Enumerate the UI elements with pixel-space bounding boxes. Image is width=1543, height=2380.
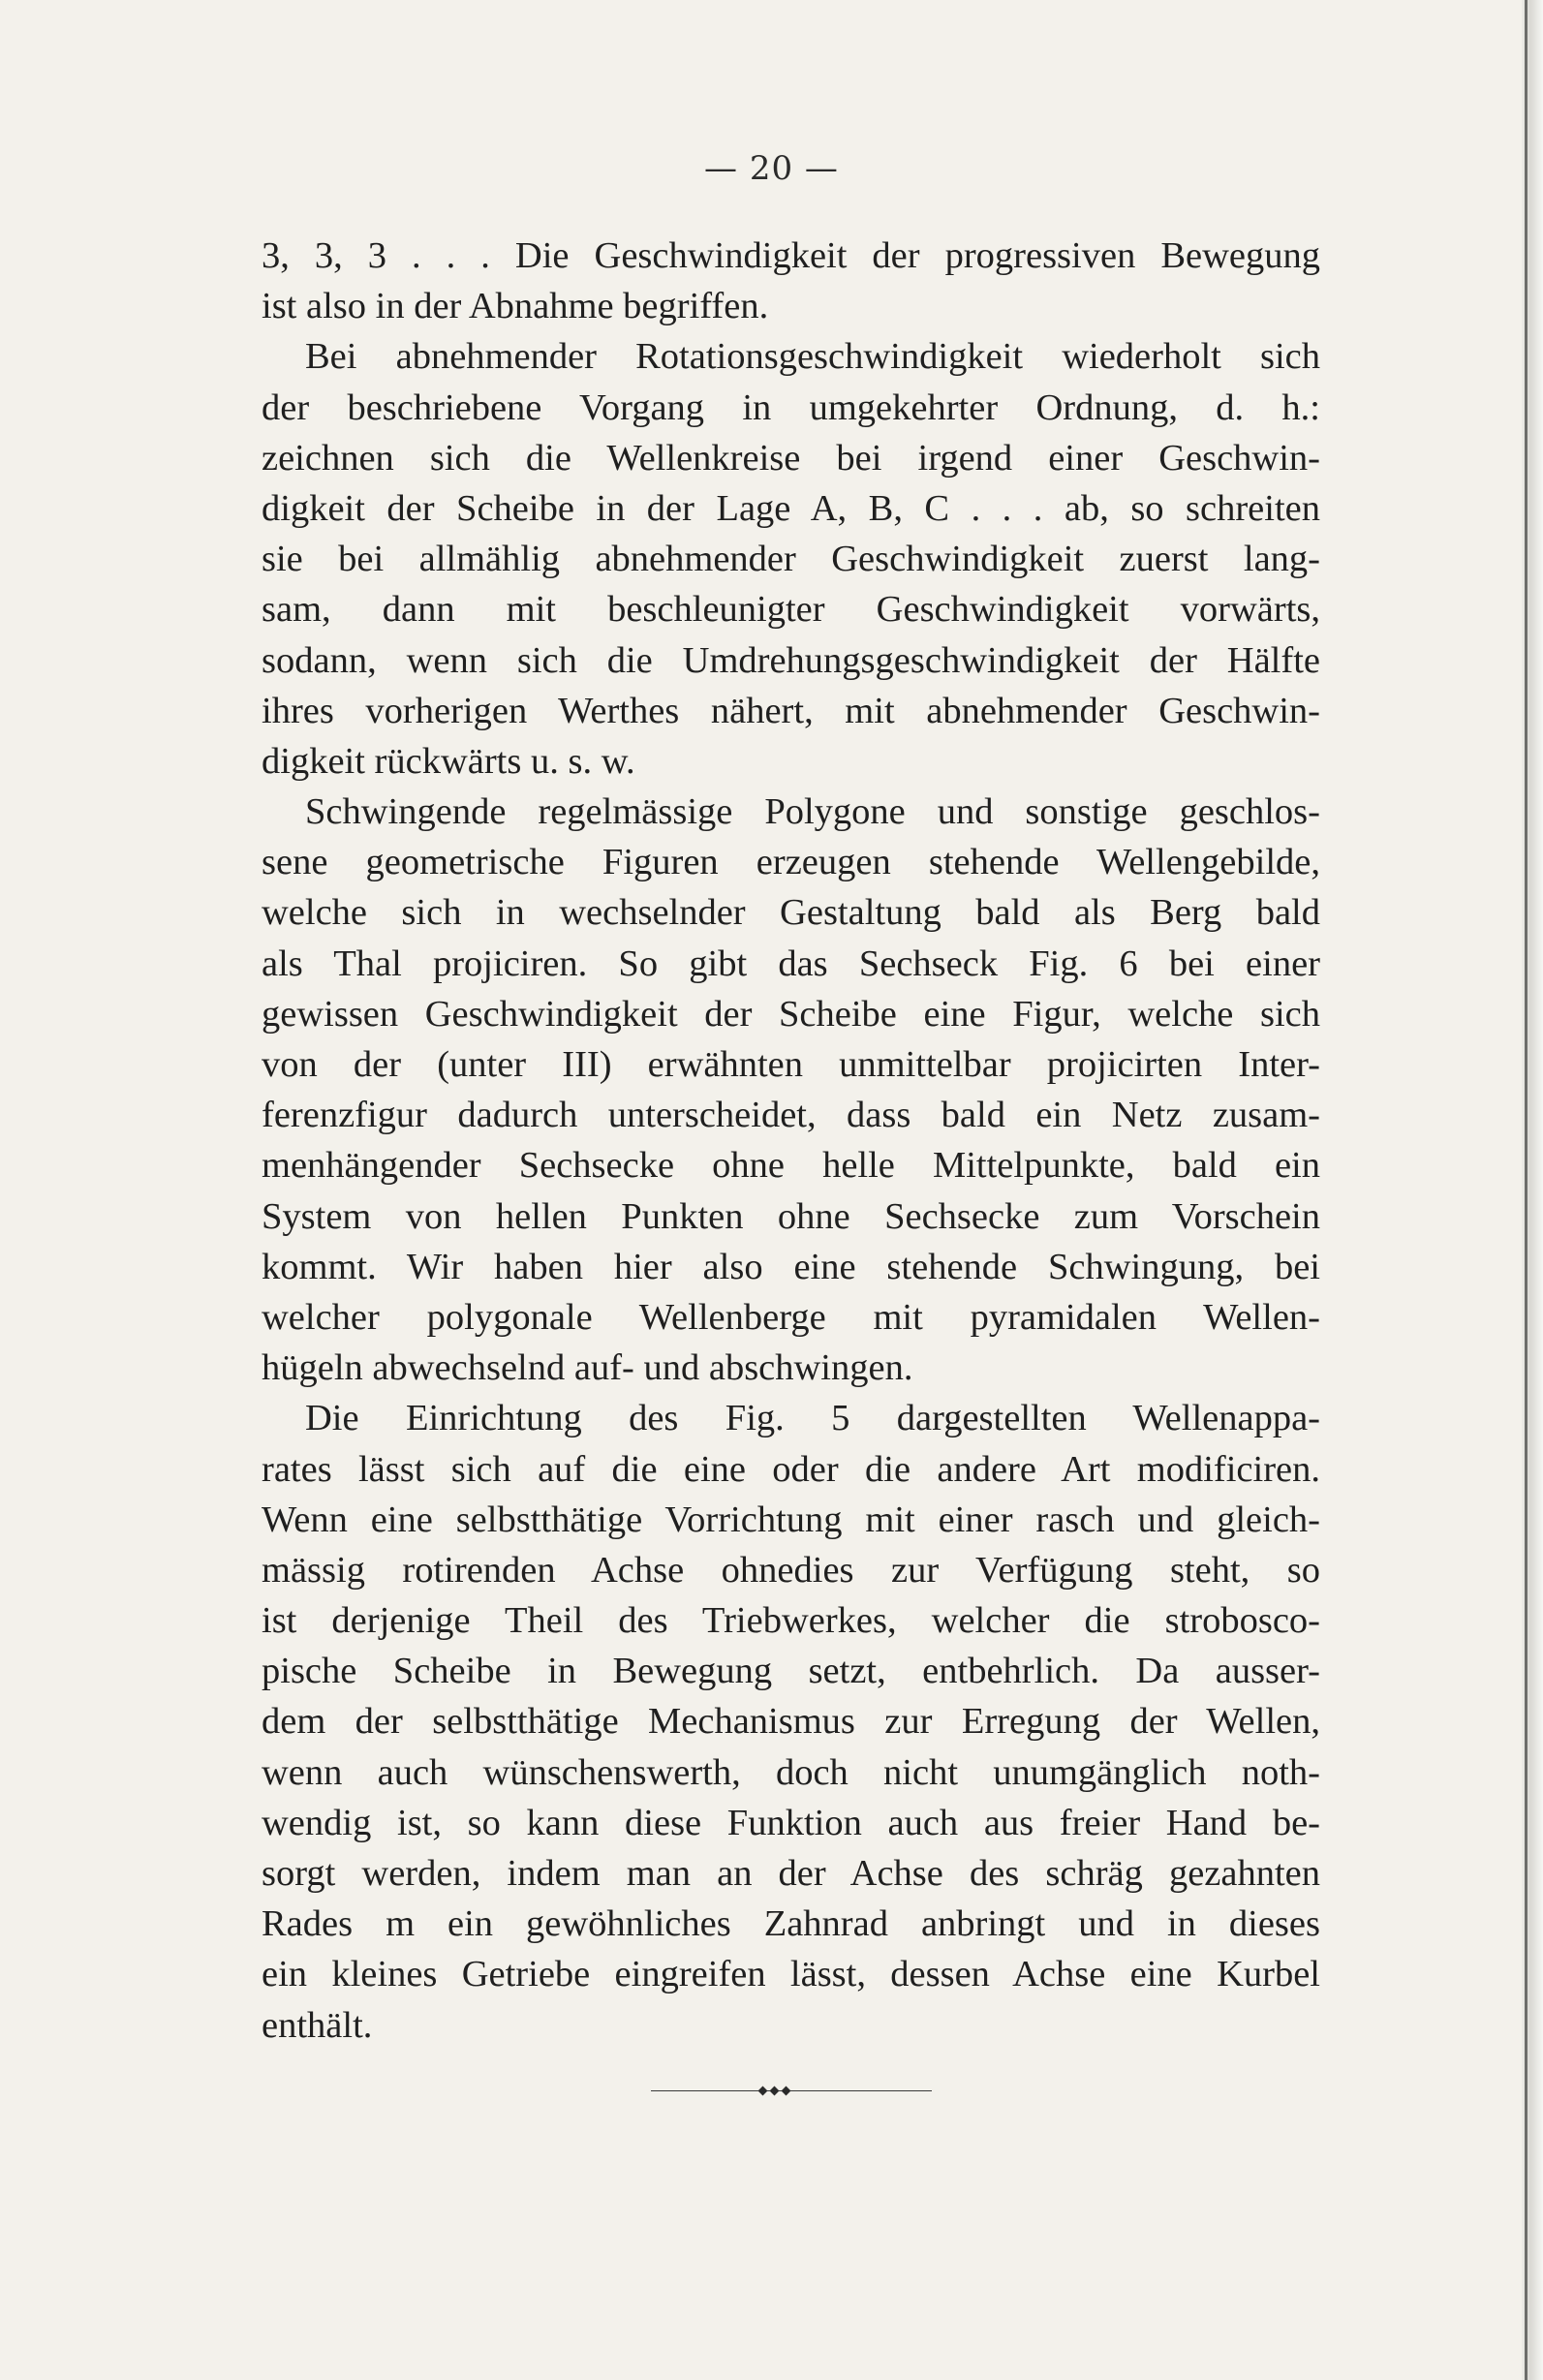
text-line: kommt. Wir haben hier also eine stehende Schwingung, bei — [262, 1246, 1320, 1287]
text-line: als Thal projiciren. So gibt das Sechseck Fig. 6 bei einer — [262, 943, 1320, 984]
text-line: von der (unter III) erwähnten unmittelbar projicirten Inter- — [262, 1044, 1320, 1085]
text-line: ferenzfigur dadurch unterscheidet, dass bald ein Netz zusam- — [262, 1095, 1320, 1136]
text-line: Schwingende regelmässige Polygone und sonstige geschlos- — [305, 791, 1320, 833]
text-line: sorgt werden, indem man an der Achse des schräg gezahnten — [262, 1853, 1320, 1894]
text-line: pische Scheibe in Bewegung setzt, entbehrlich. Da ausser- — [262, 1651, 1320, 1692]
text-line: Die Einrichtung des Fig. 5 dargestellten Wellenappa- — [305, 1398, 1320, 1439]
text-line: Rades m ein gewöhnliches Zahnrad anbringt und in dieses — [262, 1903, 1320, 1945]
ornament-dot — [770, 2086, 780, 2096]
ornament-dot — [758, 2086, 768, 2096]
text-line: ihres vorherigen Werthes nähert, mit abnehmender Geschwin- — [262, 690, 1320, 731]
text-line: sie bei allmählig abnehmender Geschwindigkeit zuerst lang- — [262, 539, 1320, 580]
text-line: ist also in der Abnahme begriffen. — [262, 286, 769, 327]
text-line: sodann, wenn sich die Umdrehungsgeschwindigkeit der Hälfte — [262, 639, 1320, 681]
text-line: wendig ist, so kann diese Funktion auch aus freier Hand be- — [262, 1802, 1320, 1843]
page-edge-shadow — [1525, 0, 1528, 2380]
body-text — [262, 231, 1320, 2051]
ornament-rule — [651, 2090, 932, 2091]
text-line: enthält. — [262, 2004, 373, 2046]
text-line: sam, dann mit beschleunigter Geschwindigkeit vorwärts, — [262, 589, 1320, 631]
text-line: wenn auch wünschenswerth, doch nicht unumgänglich noth- — [262, 1751, 1320, 1793]
ornament-dot — [782, 2086, 791, 2096]
text-line: digkeit rückwärts u. s. w. — [262, 740, 635, 782]
text-line: rates lässt sich auf die eine oder die andere Art modificiren. — [262, 1448, 1320, 1490]
text-line: hügeln abwechselnd auf- und abschwingen. — [262, 1347, 913, 1389]
text-line: System von hellen Punkten ohne Sechsecke zum Vorschein — [262, 1195, 1320, 1237]
text-line: der beschriebene Vorgang in umgekehrter Ordnung, d. h.: — [262, 386, 1320, 428]
text-line: welche sich in wechselnder Gestaltung bald als Berg bald — [262, 892, 1320, 934]
text-line: digkeit der Scheibe in der Lage A, B, C . . . ab, so schreiten — [262, 487, 1320, 529]
text-line: ein kleines Getriebe eingreifen lässt, dessen Achse eine Kurbel — [262, 1954, 1320, 1995]
text-line: sene geometrische Figuren erzeugen stehende Wellengebilde, — [262, 842, 1320, 883]
end-ornament — [651, 2086, 932, 2097]
text-line: Wenn eine selbstthätige Vorrichtung mit einer rasch und gleich- — [262, 1499, 1320, 1540]
text-line: mässig rotirenden Achse ohnedies zur Verfügung steht, so — [262, 1549, 1320, 1591]
text-line: Bei abnehmender Rotationsgeschwindigkeit wiederholt sich — [305, 336, 1320, 378]
text-line: ist derjenige Theil des Triebwerkes, welcher die strobosco- — [262, 1600, 1320, 1642]
text-line: menhängender Sechsecke ohne helle Mittelpunkte, bald ein — [262, 1145, 1320, 1187]
page-number: — 20 — — [704, 149, 839, 188]
text-line: gewissen Geschwindigkeit der Scheibe eine Figur, welche sich — [262, 993, 1320, 1035]
text-line: zeichnen sich die Wellenkreise bei irgend einer Geschwin- — [262, 437, 1320, 479]
text-line: dem der selbstthätige Mechanismus zur Erregung der Wellen, — [262, 1701, 1320, 1743]
text-line: welcher polygonale Wellenberge mit pyramidalen Wellen- — [262, 1296, 1320, 1338]
text-line: 3, 3, 3 . . . Die Geschwindigkeit der progressiven Bewegung — [262, 235, 1320, 276]
